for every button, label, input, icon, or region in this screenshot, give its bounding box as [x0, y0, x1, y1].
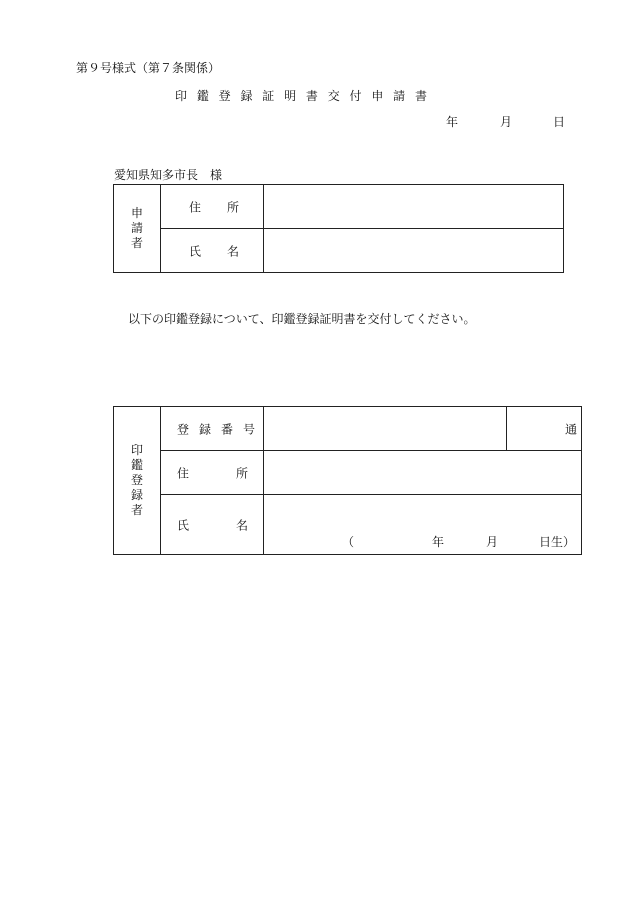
- form-number: 第９号様式（第７条関係）: [76, 61, 221, 75]
- birth-open-paren: （: [342, 535, 355, 549]
- applicant-section-label: 申 請 者: [114, 185, 161, 273]
- applicant-name-field[interactable]: [264, 229, 564, 273]
- applicant-address-label: 住 所: [161, 185, 264, 229]
- copies-unit: 通: [564, 422, 577, 436]
- applicant-name-label: 氏 名: [161, 229, 264, 273]
- registrant-address-field[interactable]: [264, 451, 582, 495]
- date-day-label: 日: [553, 115, 566, 129]
- addressee: 愛知県知多市長 様: [114, 168, 223, 182]
- date-year-label: 年: [446, 115, 459, 129]
- registrant-name-field[interactable]: [264, 495, 582, 555]
- birth-day-label: 日生）: [539, 535, 576, 549]
- reg-number-label: 登 録 番 号: [161, 407, 264, 451]
- registrant-table: [113, 406, 582, 555]
- birth-year-label: 年: [432, 535, 445, 549]
- date-month-label: 月: [500, 115, 513, 129]
- page-title: 印 鑑 登 録 証 明 書 交 付 申 請 書: [175, 89, 430, 103]
- registrant-address-label: 住 所: [161, 451, 264, 495]
- copies-cell[interactable]: [507, 407, 582, 451]
- registrant-name-label: 氏 名: [161, 495, 264, 555]
- birth-month-label: 月: [486, 535, 499, 549]
- applicant-table: [113, 184, 564, 273]
- reg-number-field[interactable]: [264, 407, 507, 451]
- registrant-section-label: 印 鑑 登 録 者: [114, 407, 161, 555]
- applicant-address-field[interactable]: [264, 185, 564, 229]
- request-statement: 以下の印鑑登録について、印鑑登録証明書を交付してください。: [128, 312, 476, 326]
